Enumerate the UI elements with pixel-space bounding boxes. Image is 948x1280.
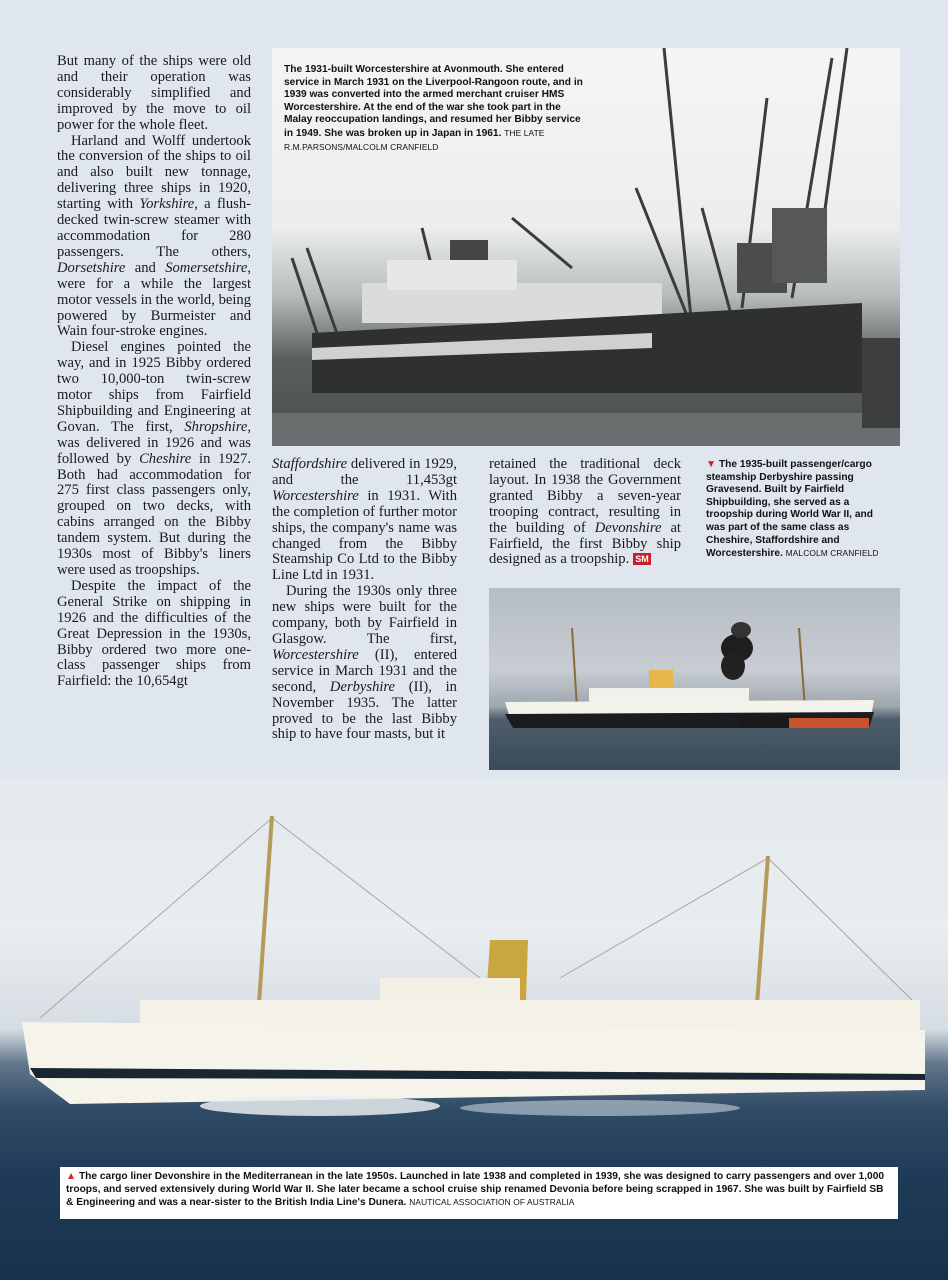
paragraph: Staffordshire delivered in 1929, and the 11,453gt Worcestershire in 1931. With the completion of further motor ships, the company's name was changed from the Bibby Steamship Co Ltd to the Bibby Line Ltd in 1931. [272,456,457,584]
paragraph: Harland and Wolff undertook the conversion of the ships to oil and also built new tonnage, delivering three ships in 1920, starting with Yorkshire, a flush-decked twin-screw steamer with accommodation for 280 passengers. The others, Dorsetshire and Somersetshire, were for a while the largest motor vessels in the world, being powered by Burmeister and Wain four-stroke engines. [57,132,251,340]
ship-name: Dorsetshire [57,259,126,276]
ship-name: Somersetshire [165,259,248,276]
ship-name: Worcestershire [272,646,359,663]
article-column-2 [272,457,457,743]
ship-illustration [489,588,900,770]
worcestershire-avonmouth-photo [272,48,900,446]
ship-name: Derbyshire [329,678,396,695]
triangle-up-icon: ▲ [66,1171,77,1182]
ship-name: Shropshire [184,418,248,435]
devonshire-caption: ▲ The cargo liner Devonshire in the Mediterranean in the late 1950s. Launched in late 1938 and completed in 1939, she was designed to carry passengers and over 1,000 troops, and served extensively during World War II. She later became a school cruise ship renamed Devonia before being scrapped in 1967. She was built by Fairfield SB & Engineering and was a near-sister to the British India Line's Dunera. NAUTICAL ASSOCIATION OF AUSTRALIA [60,1167,898,1219]
ship-name: Cheshire [139,450,192,467]
article-column-3 [489,457,681,568]
photo-caption: The 1931-built Worcestershire at Avonmouth. She entered service in March 1931 on the Liverpool-Rangoon route, and in 1939 was converted into the armed merchant cruiser HMS Worcestershire. At the end of the war she took part in the Malay reoccupation landings, and resumed her Bibby service in 1949. She was broken up in Japan in 1961. THE LATE R.M.PARSONS/MALCOLM CRANFIELD [284,64,583,152]
paragraph: Diesel engines pointed the way, and in 1925 Bibby ordered two 10,000-ton twin-screw motor ships from Fairfield Shipbuilding and Engineering at Govan. The first, Shropshire, was delivered in 1926 and was followed by Cheshire in 1927. Both had accommodation for 275 first class passengers only, grouped on two decks, with cabins arranged on the Bibby tandem system. But during the 1930s most of Bibby's liners were used as troopships. [57,339,251,578]
ship-name: Staffordshire [272,456,348,472]
paragraph: But many of the ships were old and their operation was considerably simplified and improved by the move to oil power for the whole fleet. [57,53,251,133]
photo-credit: MALCOLM CRANFIELD [785,548,879,559]
derbyshire-gravesend-photo [489,588,900,770]
photo-credit: THE LATE R.M.PARSONS/MALCOLM CRANFIELD [284,127,545,152]
triangle-down-icon: ▼ [706,459,717,470]
paragraph: retained the traditional deck layout. In 1938 the Government granted Bibby a seven-year trooping contract, resulting in the building of Devonshire at Fairfield, the first Bibby ship designed as a troopship. SM [489,456,681,568]
end-mark-logo: SM [635,554,649,565]
derbyshire-caption: ▼ The 1935-built passenger/cargo steamship Derbyshire passing Gravesend. Built by Fairfield Shipbuilding, she served as a troopship during World War II, and was part of the same class as Cheshire, Staffordshire and Worcestershire. MALCOLM CRANFIELD [706,459,879,560]
photo-credit: NAUTICAL ASSOCIATION OF AUSTRALIA [409,1197,575,1208]
paragraph: Despite the impact of the General Strike on shipping in 1926 and the difficulties of the Great Depression in the 1930s, Bibby ordered two more one-class passenger ships from Fairfield: the 10,654gt [57,577,251,690]
ship-name: Devonshire [594,519,662,536]
ship-name: Worcestershire [272,487,359,504]
ship-name: Yorkshire [139,196,195,213]
article-column-1 [57,54,251,690]
paragraph: During the 1930s only three new ships were built for the company, both by Fairfield in Glasgow. The first, Worcestershire (II), entered service in March 1931 and the second, Derbyshire (II), in November 1935. The latter proved to be the last Bibby ship to have four masts, but it [272,583,457,743]
